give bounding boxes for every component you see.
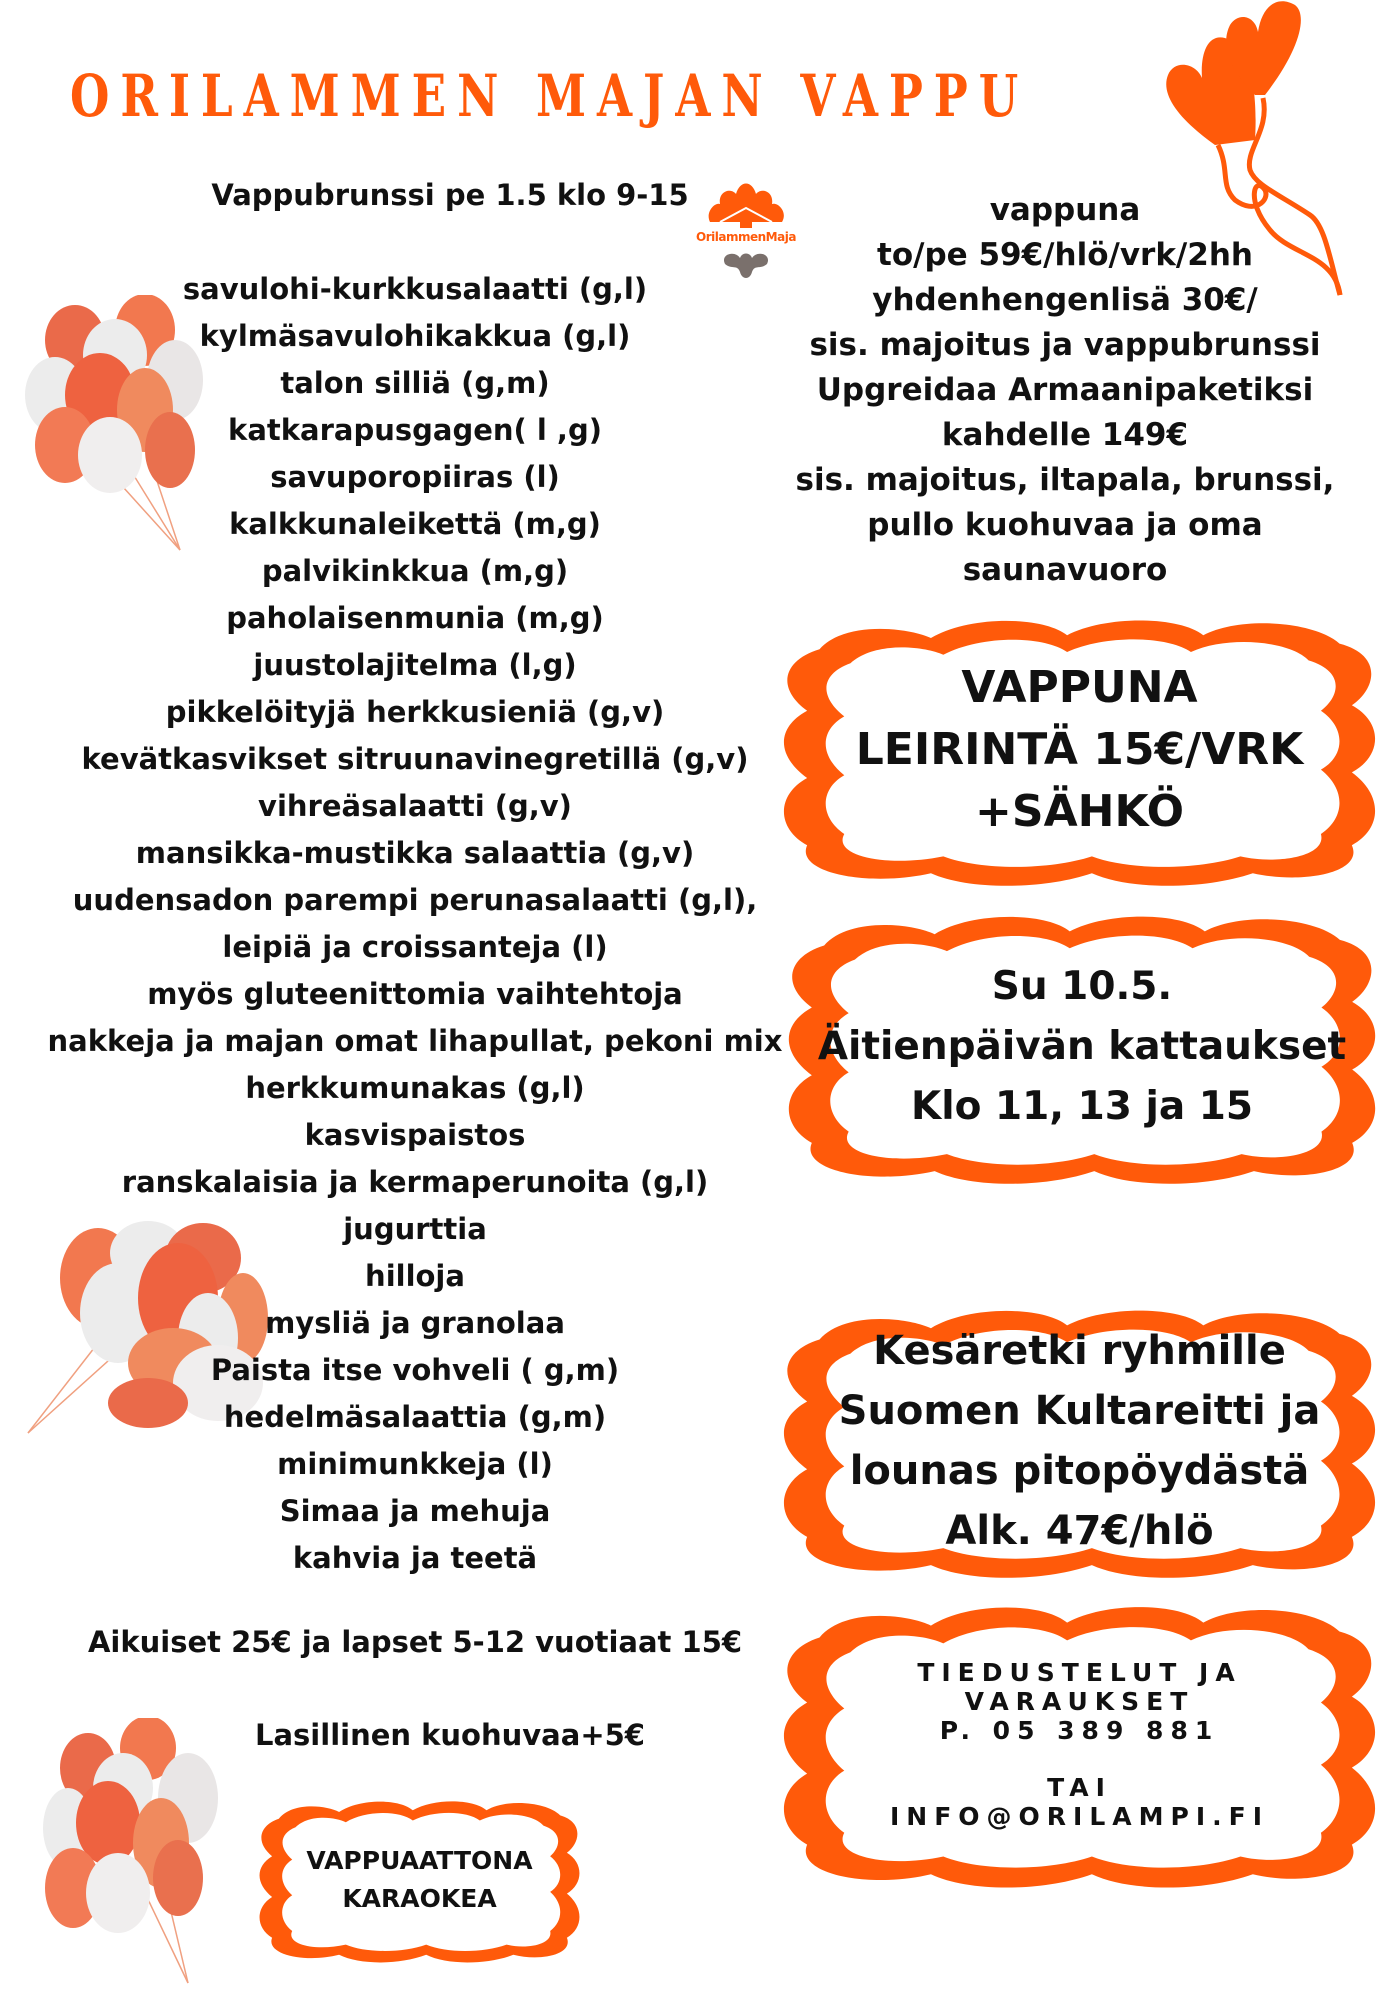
summer-trip-box (770, 1300, 1389, 1582)
menu-item: savuporopiiras (l) (270, 460, 560, 494)
menu-item: paholaisenmunia (m,g) (226, 601, 604, 635)
offer-line: sis. majoitus, iltapala, brunssi, (795, 462, 1335, 498)
menu-item: talon silliä (g,m) (280, 366, 550, 400)
summer-trip-line: Alk. 47€/hlö (945, 1508, 1214, 1554)
brunch-heading: Vappubrunssi pe 1.5 klo 9-15 (211, 178, 689, 212)
menu-item: herkkumunakas (g,l) (245, 1071, 585, 1105)
offer-line: sis. majoitus ja vappubrunssi (809, 327, 1321, 363)
offer-line: saunavuoro (962, 552, 1168, 588)
menu-item: kasvispaistos (304, 1118, 526, 1152)
mothers-day-line: Äitienpäivän kattaukset (817, 1024, 1347, 1069)
mothers-day-line: Su 10.5. (991, 964, 1173, 1009)
menu-item: kevätkasvikset sitruunavinegretillä (g,v) (81, 742, 749, 776)
sparkling-wine-price: Lasillinen kuohuvaa+5€ (255, 1718, 645, 1752)
offer-line: yhdenhengenlisä 30€/ (872, 282, 1258, 318)
menu-item: mansikka-mustikka salaattia (g,v) (135, 836, 695, 870)
brunch-items-list (0, 266, 830, 1582)
contact-email[interactable]: INFO@ORILAMPI.FI (889, 1801, 1270, 1831)
balloon-bunch-icon (43, 1718, 218, 1988)
menu-item: kalkkunaleikettä (m,g) (229, 507, 601, 541)
offer-line: kahdelle 149€ (941, 417, 1189, 453)
menu-item: Paista itse vohveli ( g,m) (210, 1353, 620, 1387)
camping-line: +SÄHKÖ (975, 786, 1184, 837)
offer-line: Upgreidaa Armaanipaketiksi (816, 372, 1314, 408)
logo-text: OrilammenMaja (696, 230, 796, 244)
menu-item: ranskalaisia ja kermaperunoita (g,l) (121, 1165, 709, 1199)
karaoke-box (252, 1795, 587, 1965)
menu-item: pikkelöityjä herkkusieniä (g,v) (165, 695, 665, 729)
summer-trip-line: lounas pitopöydästä (849, 1448, 1310, 1494)
menu-item: juustolajitelma (l,g) (253, 648, 577, 682)
karaoke-line: KARAOKEA (342, 1884, 497, 1913)
accommodation-offer (745, 188, 1385, 593)
mothers-day-line: Klo 11, 13 ja 15 (910, 1084, 1253, 1129)
menu-item: vihreäsalaatti (g,v) (258, 789, 572, 823)
karaoke-line: VAPPUAATTONA (306, 1846, 533, 1875)
page-title: ORILAMMEN MAJAN VAPPU (70, 62, 1030, 130)
contact-heading: TIEDUSTELUT JA (917, 1657, 1242, 1687)
menu-item: leipiä ja croissanteja (l) (222, 930, 608, 964)
summer-trip-line: Kesäretki ryhmille (873, 1328, 1286, 1374)
camping-box (770, 610, 1389, 890)
brunch-price: Aikuiset 25€ ja lapset 5-12 vuotiaat 15€ (87, 1625, 743, 1659)
menu-item: minimunkkeja (l) (277, 1447, 553, 1481)
menu-item: kahvia ja teetä (292, 1541, 538, 1575)
brunch-menu (0, 172, 830, 1582)
menu-item: katkarapusgagen( l ,g) (228, 413, 602, 447)
offer-line: to/pe 59€/hlö/vrk/2hh (877, 237, 1253, 273)
contact-phone[interactable]: P. 05 389 881 (939, 1715, 1220, 1745)
menu-item: uudensadon parempi perunasalaatti (g,l), (72, 883, 758, 917)
menu-item: Simaa ja mehuja (279, 1494, 551, 1528)
camping-line: VAPPUNA (961, 662, 1198, 713)
summer-trip-line: Suomen Kultareitti ja (838, 1388, 1321, 1434)
contact-heading: VARAUKSET (964, 1686, 1195, 1716)
menu-item: hedelmäsalaattia (g,m) (223, 1400, 607, 1434)
mothers-day-box (775, 906, 1389, 1188)
menu-item: myös gluteenittomia vaihtehtoja (147, 977, 683, 1011)
menu-item: palvikinkkua (m,g) (261, 554, 569, 588)
contact-box (770, 1596, 1389, 1892)
menu-item: savulohi-kurkkusalaatti (g,l) (182, 272, 648, 306)
contact-or: TAI (1047, 1772, 1112, 1802)
camping-line: LEIRINTÄ 15€/VRK (855, 724, 1304, 775)
offer-line: pullo kuohuvaa ja oma (867, 507, 1263, 543)
offer-line: vappuna (989, 192, 1141, 228)
menu-item: jugurttia (343, 1212, 487, 1246)
menu-item: nakkeja ja majan omat lihapullat, pekoni mix (47, 1024, 783, 1058)
menu-item: kylmäsavulohikakkua (g,l) (199, 319, 631, 353)
menu-item: hilloja (365, 1259, 465, 1293)
menu-item: mysliä ja granolaa (265, 1306, 565, 1340)
